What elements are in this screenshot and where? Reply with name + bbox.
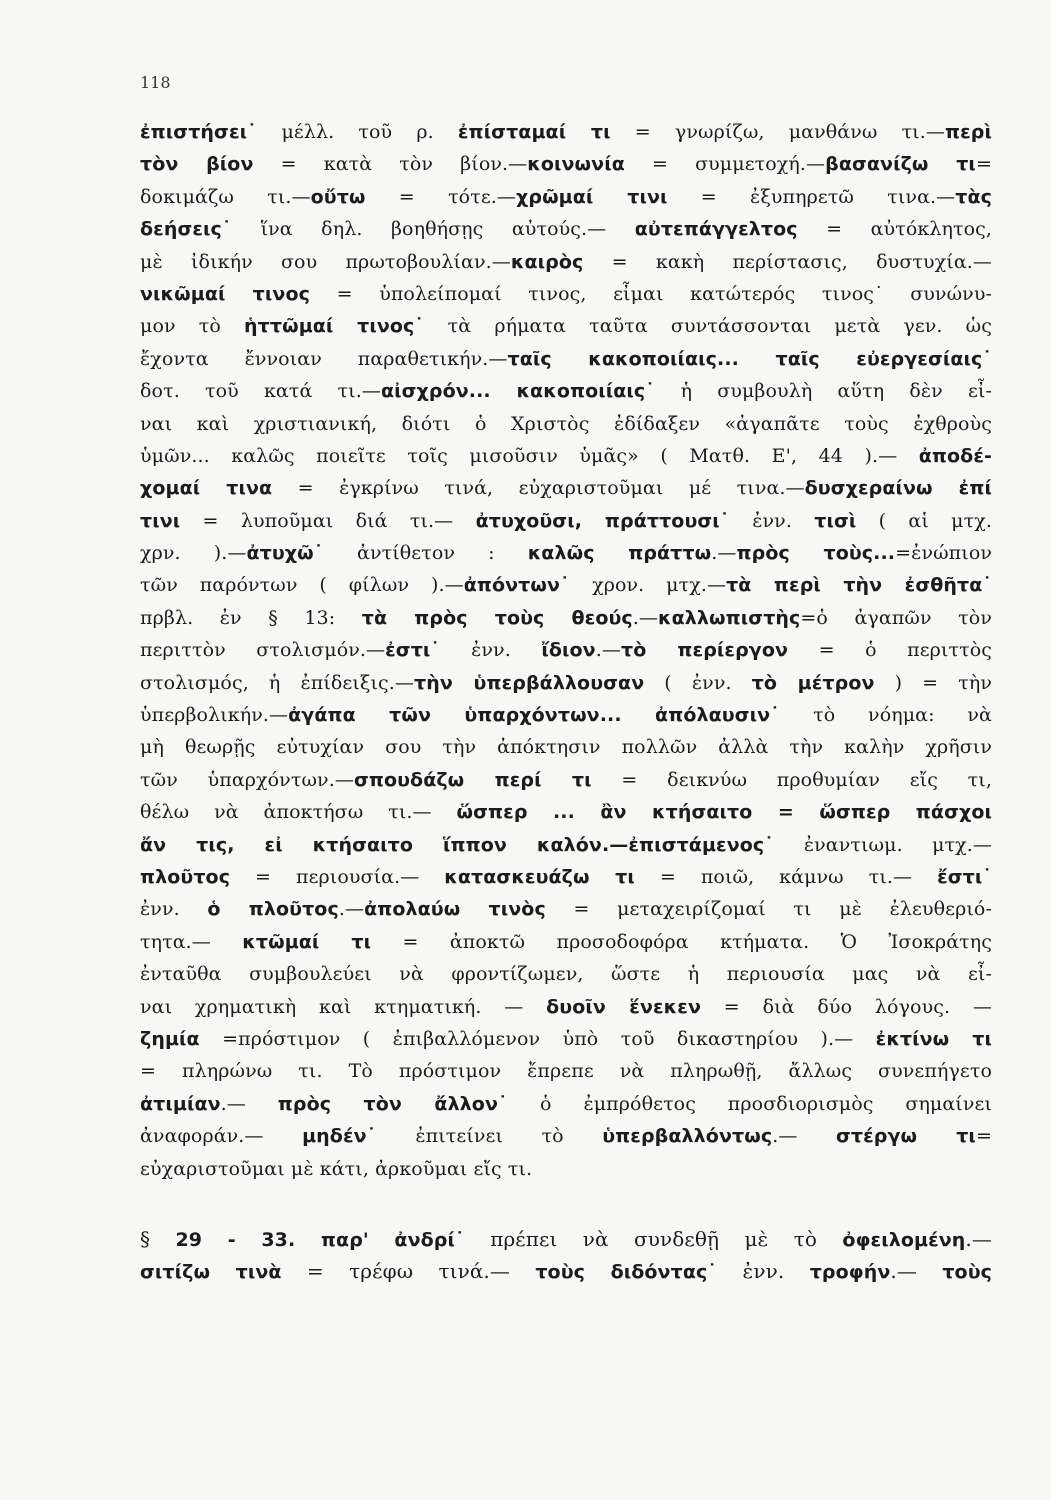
lemma-term: καλῶς πράττω: [527, 542, 712, 565]
lemma-term: ἴδιον: [541, 639, 596, 662]
gloss-text: ἡ συμβουλὴ αὕτη δὲν εἶ-: [680, 380, 992, 403]
gloss-text: =ὁ ἀγαπῶν τὸν: [800, 606, 992, 629]
text-line: [140, 343, 992, 375]
text-line: [140, 310, 992, 342]
section-29-33: [140, 1223, 992, 1288]
lemma-term: ὥσπερ ... ἂν κτήσαιτο = ὥσπερ πάσχοι: [456, 801, 992, 824]
lemma-term: τροφήν: [809, 1261, 891, 1284]
gloss-text: = δεικνύω προθυμίαν εἴς τι,: [591, 768, 992, 791]
gloss-text: .—: [338, 898, 365, 921]
gloss-text: θέλω νὰ ἀποκτήσω τι.—: [140, 801, 457, 824]
gloss-text: = συμμετοχή.—: [624, 153, 826, 176]
commentary-lines: [140, 116, 992, 1185]
gloss-text: = διὰ δύο λόγους. —: [701, 995, 992, 1018]
commentary-text: [140, 116, 992, 1288]
text-line: [140, 181, 992, 213]
gloss-text: ὑπερβολικήν.—: [140, 704, 289, 727]
lemma-term: δεήσεις˙: [140, 218, 261, 241]
gloss-text: = ὁ περιττὸς: [788, 639, 992, 662]
gloss-text: ἐνν.: [471, 639, 542, 662]
gloss-text: = γνωρίζω, μανθάνω τι.—: [610, 121, 945, 143]
lemma-term: νικῶμαί τινος: [140, 282, 310, 305]
gloss-text: ἐνν.: [742, 1259, 810, 1284]
text-line: [140, 1120, 992, 1152]
text-line: [140, 1153, 992, 1185]
gloss-text: ἵνα δηλ. βοηθήσῃς αὐτούς.—: [260, 218, 635, 241]
lemma-term: ἀποδέ-: [918, 444, 992, 467]
text-line: [140, 1255, 992, 1287]
gloss-text: ( ἐνν.: [644, 671, 752, 694]
lemma-term: ἀτιμίαν: [140, 1092, 221, 1115]
gloss-text: .—: [890, 1259, 943, 1284]
gloss-text: δοκιμάζω τι.—: [140, 185, 311, 208]
gloss-text: εὐχαριστοῦμαι μὲ κάτι, ἀρκοῦμαι εἴς τι.: [140, 1157, 533, 1180]
text-line: [140, 667, 992, 699]
gloss-text: πρέπει νὰ συνδεθῇ μὲ τὸ: [490, 1226, 843, 1251]
section-gap: [140, 1185, 992, 1223]
text-line: [140, 148, 992, 180]
gloss-text: τητα.—: [140, 930, 243, 953]
lemma-term: ἔστι˙: [937, 865, 992, 888]
lemma-term: ζημία: [140, 1027, 200, 1050]
lemma-term: τοὺς: [942, 1261, 992, 1284]
gloss-text: = ὑπολείπομαί τινος, εἶμαι κατώτερός τινος˙ συνώνυ-: [309, 282, 992, 305]
text-line: [140, 634, 992, 666]
gloss-text: ( αἱ μτχ.: [856, 509, 992, 532]
text-line: [140, 764, 992, 796]
lemma-term: ἐπίσταμαί τι: [457, 121, 611, 143]
lemma-term: σπουδάζω περί τι: [353, 768, 592, 791]
text-line: [140, 537, 992, 569]
lemma-term: κτῶμαί τι: [242, 930, 372, 953]
lemma-term: 29 - 33. παρ' ἀνδρί˙: [175, 1228, 491, 1251]
gloss-text: ἐνν.: [140, 898, 208, 921]
gloss-text: =ἐνώπιον: [895, 542, 992, 565]
text-line: [140, 116, 992, 148]
lemma-term: ὁ πλοῦτος: [207, 898, 339, 921]
lemma-term: ἄν τις, εἰ κτήσαιτο ἵππον καλόν.—ἐπιστάμενος˙: [140, 833, 804, 856]
lemma-term: ἡττῶμαί τινος˙: [244, 315, 448, 338]
lemma-term: ἀγάπα τῶν ὑπαρχόντων... ἀπόλαυσιν˙: [288, 704, 814, 727]
text-line: [140, 569, 992, 601]
text-line: [140, 408, 992, 440]
gloss-text: τῶν παρόντων ( φίλων ).—: [140, 574, 464, 597]
lemma-term: τὰ περὶ τὴν ἐσθῆτα˙: [726, 574, 992, 597]
gloss-text: ναι καὶ χριστιανική, διότι ὁ Χριστὸς ἐδίδαξεν «ἀγαπᾶτε τοὺς ἐχθροὺς: [140, 412, 992, 435]
lemma-term: ὑπερβαλλόντως: [602, 1125, 773, 1148]
gloss-text: ὑμῶν... καλῶς ποιεῖτε τοῖς μισοῦσιν ὑμᾶς» ( Ματθ. Ε', 44 ).—: [140, 444, 919, 467]
gloss-text: ναι χρηματικὴ καὶ κτηματική. —: [140, 995, 547, 1018]
text-line: [140, 278, 992, 310]
text-line: [140, 991, 992, 1023]
gloss-text: =πρόστιμον ( ἐπιβαλλόμενον ὑπὸ τοῦ δικαστηρίου ).—: [199, 1027, 876, 1050]
gloss-text: δοτ. τοῦ κατά τι.—: [140, 380, 381, 403]
gloss-text: ἐπιτείνει τὸ: [415, 1125, 603, 1148]
lemma-term: δυσχεραίνω ἐπί: [804, 477, 992, 500]
lemma-term: τὸν βίον: [140, 153, 254, 176]
gloss-text: = αὐτόκλητος,: [797, 218, 992, 241]
gloss-text: ἀντίθετον :: [357, 542, 528, 565]
lemma-term: τὰς: [955, 185, 992, 208]
lemma-term: καλλωπιστὴς: [658, 606, 801, 629]
gloss-text: ἐνταῦθα συμβουλεύει νὰ φροντίζωμεν, ὥστε ἡ περιουσία μας νὰ εἶ-: [140, 963, 992, 986]
gloss-text: = λυποῦμαι διά τι.—: [180, 509, 476, 532]
lemma-term: περὶ: [944, 121, 992, 143]
gloss-text: ἔχοντα ἔννοιαν παραθετικήν.—: [140, 347, 508, 370]
lemma-term: δυοῖν ἕνεκεν: [546, 995, 702, 1018]
gloss-text: .—: [595, 639, 621, 662]
text-line: [140, 699, 992, 731]
lemma-term: κοινωνία: [527, 153, 625, 176]
lemma-term: τοὺς διδόντας˙: [535, 1261, 743, 1284]
gloss-text: τῶν ὑπαρχόντων.—: [140, 768, 354, 791]
text-line: [140, 893, 992, 925]
text-line: [140, 1023, 992, 1055]
lemma-term: βασανίζω τι: [825, 153, 976, 176]
gloss-text: μὲ ἰδικήν σου πρωτοβουλίαν.—: [140, 250, 511, 273]
gloss-text: = κακὴ περίστασις, δυστυχία.—: [583, 250, 992, 273]
gloss-text: πρβλ. ἐν § 13:: [140, 606, 362, 629]
lemma-term: σιτίζω τινὰ: [140, 1261, 282, 1284]
gloss-text: = περιουσία.—: [230, 865, 445, 888]
lemma-term: τισὶ: [814, 509, 857, 532]
gloss-text: μέλλ. τοῦ ρ.: [281, 121, 458, 143]
gloss-text: τὰ ρήματα ταῦτα συντάσσονται μετὰ γεν. ὡς: [447, 315, 992, 338]
lemma-term: χρῶμαί τινι: [516, 185, 668, 208]
gloss-text: .—: [711, 542, 737, 565]
gloss-text: .—: [965, 1226, 992, 1251]
lemma-term: πρὸς τοὺς...: [736, 542, 896, 565]
text-line: [140, 602, 992, 634]
lemma-term: ἀτυχοῦσι, πράττουσι˙: [475, 509, 753, 532]
text-line: [140, 1055, 992, 1087]
lemma-term: ταῖς κακοποιίαις... ταῖς εὐεργεσίαις˙: [507, 347, 992, 370]
text-line: [140, 829, 992, 861]
gloss-text: ἐναντιωμ. μτχ.—: [803, 833, 992, 856]
gloss-text: περιττὸν στολισμόν.—: [140, 639, 386, 662]
gloss-text: ὁ ἐμπρόθετος προσδιορισμὸς σημαίνει: [540, 1092, 992, 1115]
gloss-text: §: [140, 1226, 176, 1251]
text-line: [140, 796, 992, 828]
gloss-text: χρον. μτχ.—: [592, 574, 727, 597]
text-line: [140, 1223, 992, 1255]
text-line: [140, 246, 992, 278]
lemma-term: ἀτυχῶ˙: [246, 542, 358, 565]
lemma-term: ἐπιστήσει˙: [140, 121, 282, 143]
gloss-text: = ποιῶ, κάμνω τι.—: [634, 865, 938, 888]
gloss-text: ) = τὴν: [874, 671, 992, 694]
gloss-text: ἀναφοράν.—: [140, 1125, 303, 1148]
text-line: [140, 440, 992, 472]
gloss-text: χρν. ).—: [140, 542, 247, 565]
lemma-term: στέργω τι: [835, 1125, 976, 1148]
gloss-text: = πληρώνω τι. Τὸ πρόστιμον ἔπρεπε νὰ πληρωθῇ, ἄλλως συνεπήγετο: [140, 1060, 992, 1083]
lemma-term: τινι: [140, 509, 181, 532]
text-line: [140, 1088, 992, 1120]
text-line: [140, 505, 992, 537]
lemma-term: ἐκτίνω τι: [875, 1027, 992, 1050]
lemma-term: χομαί τινα: [140, 477, 273, 500]
text-line: [140, 958, 992, 990]
lemma-term: ὀφειλομένη: [842, 1228, 966, 1251]
text-line: [140, 861, 992, 893]
text-line: [140, 926, 992, 958]
gloss-text: .—: [220, 1092, 278, 1115]
gloss-text: στολισμός, ἡ ἐπίδειξις.—: [140, 671, 414, 694]
lemma-term: τὸ περίεργον: [620, 639, 789, 662]
lemma-term: ἀπόντων˙: [463, 574, 593, 597]
lemma-term: τὴν ὑπερβάλλουσαν: [414, 671, 645, 694]
lemma-term: πρὸς τὸν ἄλλον˙: [277, 1092, 541, 1115]
lemma-term: αὐτεπάγγελτος: [634, 218, 798, 241]
gloss-text: = τότε.—: [365, 185, 517, 208]
gloss-text: .—: [632, 606, 659, 629]
gloss-text: τὸ νόημα: νὰ: [813, 704, 992, 727]
lemma-term: τὸ μέτρον: [751, 671, 875, 694]
gloss-text: = ἐγκρίνω τινά, εὐχαριστοῦμαι μέ τινα.—: [272, 477, 805, 500]
lemma-term: καιρὸς: [510, 250, 584, 273]
text-line: [140, 213, 992, 245]
lemma-term: κατασκευάζω τι: [444, 865, 635, 888]
text-line: [140, 472, 992, 504]
lemma-term: οὔτω: [310, 185, 366, 208]
gloss-text: = ἐξυπηρετῶ τινα.—: [667, 185, 956, 208]
gloss-text: = μεταχειρίζομαί τι μὲ ἐλευθεριό-: [545, 898, 992, 921]
lemma-term: μηδέν˙: [302, 1125, 416, 1148]
gloss-text: =: [975, 1125, 992, 1148]
page-number: 118: [140, 73, 171, 92]
text-line: [140, 731, 992, 763]
gloss-text: = ἀποκτῶ προσοδοφόρα κτήματα. Ὁ Ἰσοκράτης: [371, 930, 992, 953]
lemma-term: ἐστι˙: [385, 639, 472, 662]
lemma-term: ἀπολαύω τινὸς: [364, 898, 546, 921]
gloss-text: μὴ θεωρῇς εὐτυχίαν σου τὴν ἀπόκτησιν πολλῶν ἀλλὰ τὴν καλὴν χρῆσιν: [140, 736, 992, 759]
lemma-term: αἰσχρόν... κακοποιίαις˙: [380, 380, 681, 403]
text-line: [140, 375, 992, 407]
gloss-text: = κατὰ τὸν βίον.—: [253, 153, 528, 176]
gloss-text: =: [975, 153, 992, 176]
gloss-text: ἐνν.: [752, 509, 815, 532]
gloss-text: .—: [772, 1125, 836, 1148]
lemma-term: πλοῦτος: [140, 865, 231, 888]
gloss-text: μον τὸ: [140, 315, 244, 338]
lemma-term: τὰ πρὸς τοὺς θεούς: [361, 606, 633, 629]
gloss-text: = τρέφω τινά.—: [281, 1259, 536, 1284]
